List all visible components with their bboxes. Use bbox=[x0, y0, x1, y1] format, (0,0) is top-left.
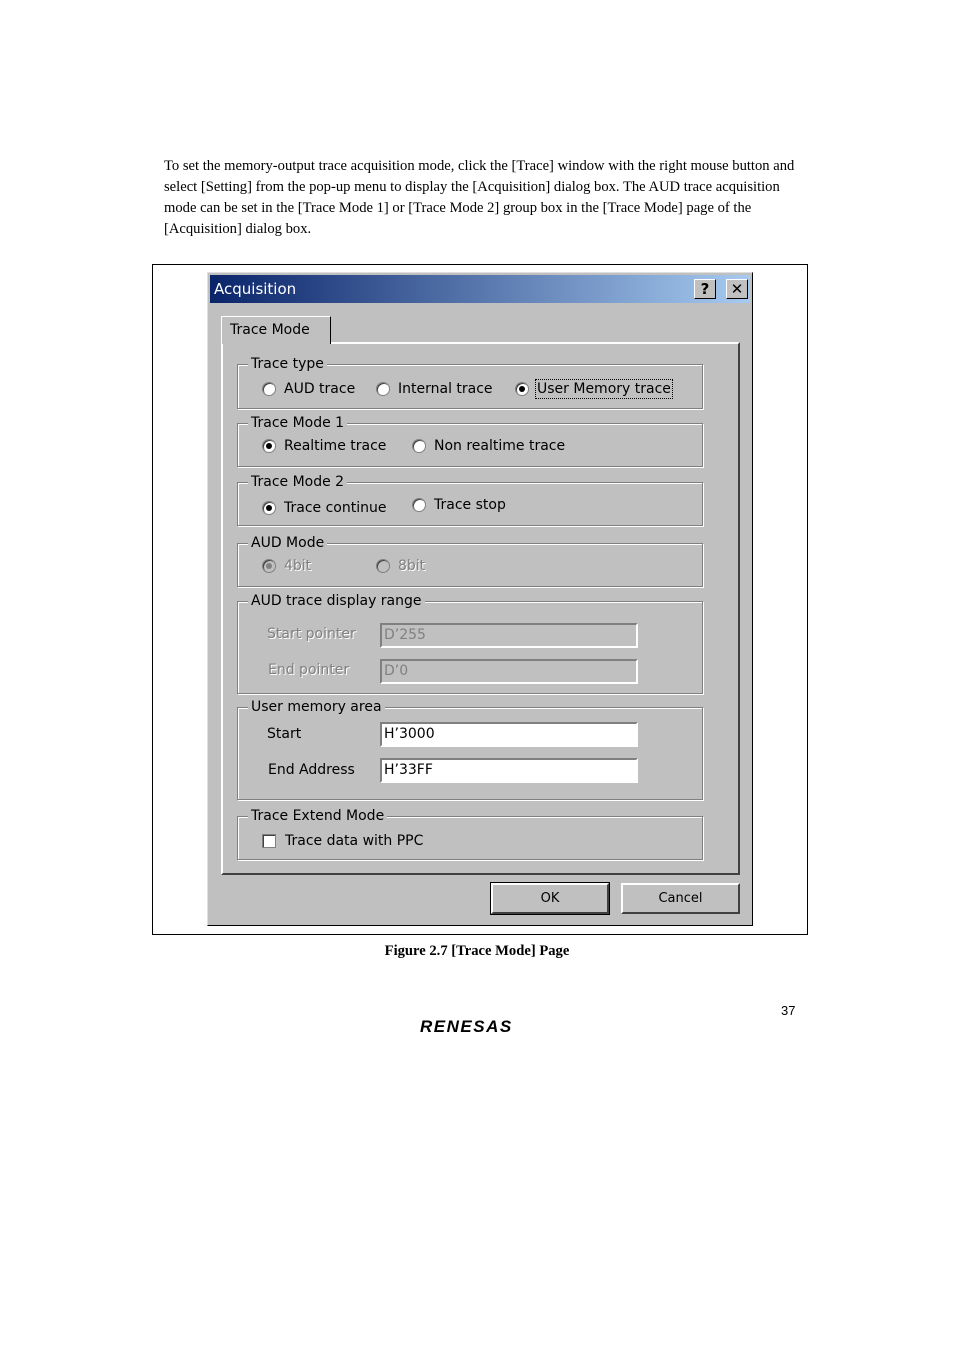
radio-selected-icon bbox=[262, 439, 276, 453]
intro-paragraph: To set the memory-output trace acquisition mode, click the [Trace] window with the right mouse button and select [Setting] from the pop-up menu to display the [Acquisition] dialog box. The AUD trace acquisition mode can be set in the [Trace Mode 1] or [Trace Mode 2] group box in the [Trace Mode] page of the [Acquisition] dialog box. bbox=[164, 158, 795, 237]
trace-mode2-legend: Trace Mode 2 bbox=[248, 473, 347, 491]
trace-type-group bbox=[237, 356, 703, 409]
dialog-title: Acquisition bbox=[214, 280, 297, 298]
trace-data-with-ppc-label: Trace data with PPC bbox=[285, 833, 424, 849]
radio-realtime-trace-label: Realtime trace bbox=[284, 438, 387, 454]
aud-range-legend: AUD trace display range bbox=[248, 592, 425, 610]
aud-mode-legend: AUD Mode bbox=[248, 534, 327, 552]
radio-circle-icon bbox=[412, 498, 426, 512]
user-memory-legend: User memory area bbox=[248, 698, 385, 716]
tab-trace-mode-label: Trace Mode bbox=[230, 322, 310, 338]
help-button[interactable]: ? bbox=[694, 279, 716, 299]
start-label: Start bbox=[267, 726, 302, 742]
close-button[interactable]: ✕ bbox=[726, 279, 748, 299]
radio-4bit[interactable] bbox=[262, 558, 311, 574]
radio-user-memory-trace[interactable] bbox=[515, 381, 671, 397]
renesas-logo: RENESAS bbox=[420, 1017, 513, 1036]
radio-trace-stop[interactable] bbox=[412, 497, 506, 513]
radio-internal-trace-label: Internal trace bbox=[398, 381, 493, 397]
radio-selected-icon bbox=[262, 559, 276, 573]
radio-selected-icon bbox=[515, 382, 529, 396]
trace-extend-legend: Trace Extend Mode bbox=[248, 807, 387, 825]
radio-trace-continue-label: Trace continue bbox=[284, 500, 387, 516]
ok-button[interactable]: OK bbox=[491, 883, 609, 914]
acquisition-dialog bbox=[207, 272, 753, 926]
tab-trace-mode[interactable] bbox=[221, 316, 331, 344]
checkbox-icon bbox=[262, 834, 276, 848]
radio-user-memory-trace-label: User Memory trace bbox=[537, 381, 671, 397]
radio-circle-icon bbox=[412, 439, 426, 453]
radio-internal-trace[interactable] bbox=[376, 381, 493, 397]
user-memory-group bbox=[237, 699, 703, 800]
start-pointer-label: Start pointer bbox=[267, 626, 356, 642]
radio-trace-stop-label: Trace stop bbox=[434, 497, 506, 513]
radio-aud-trace[interactable] bbox=[262, 381, 355, 397]
figure-caption: Figure 2.7 [Trace Mode] Page bbox=[384, 943, 570, 959]
page-number: 37 bbox=[781, 1003, 796, 1018]
tab-panel bbox=[221, 342, 740, 875]
trace-mode1-legend: Trace Mode 1 bbox=[248, 414, 347, 432]
radio-trace-continue[interactable] bbox=[262, 500, 386, 516]
start-address-input[interactable]: H’3000 bbox=[380, 722, 638, 747]
trace-type-legend: Trace type bbox=[248, 355, 327, 373]
radio-non-realtime-trace[interactable] bbox=[412, 438, 565, 454]
radio-aud-trace-label: AUD trace bbox=[284, 381, 356, 397]
radio-8bit-label: 8bit bbox=[398, 558, 426, 574]
cancel-button[interactable]: Cancel bbox=[621, 883, 740, 914]
radio-circle-icon bbox=[376, 559, 390, 573]
aud-mode-group bbox=[237, 535, 703, 587]
end-address-input[interactable]: H’33FF bbox=[380, 758, 638, 783]
radio-circle-icon bbox=[262, 382, 276, 396]
radio-realtime-trace[interactable] bbox=[262, 438, 386, 454]
radio-selected-icon bbox=[262, 501, 276, 515]
dialog-titlebar[interactable] bbox=[210, 275, 750, 303]
aud-range-group bbox=[237, 593, 703, 694]
trace-mode1-group bbox=[237, 415, 703, 467]
radio-8bit[interactable] bbox=[376, 558, 425, 574]
radio-non-realtime-trace-label: Non realtime trace bbox=[434, 438, 566, 454]
end-address-label: End Address bbox=[268, 762, 355, 778]
trace-data-with-ppc-checkbox[interactable] bbox=[262, 833, 423, 849]
start-pointer-field[interactable]: D’255 bbox=[380, 623, 638, 648]
radio-circle-icon bbox=[376, 382, 390, 396]
radio-4bit-label: 4bit bbox=[284, 558, 312, 574]
end-pointer-field[interactable]: D’0 bbox=[380, 659, 638, 684]
trace-extend-group bbox=[237, 808, 703, 860]
trace-mode2-group bbox=[237, 474, 703, 526]
end-pointer-label: End pointer bbox=[268, 662, 350, 678]
